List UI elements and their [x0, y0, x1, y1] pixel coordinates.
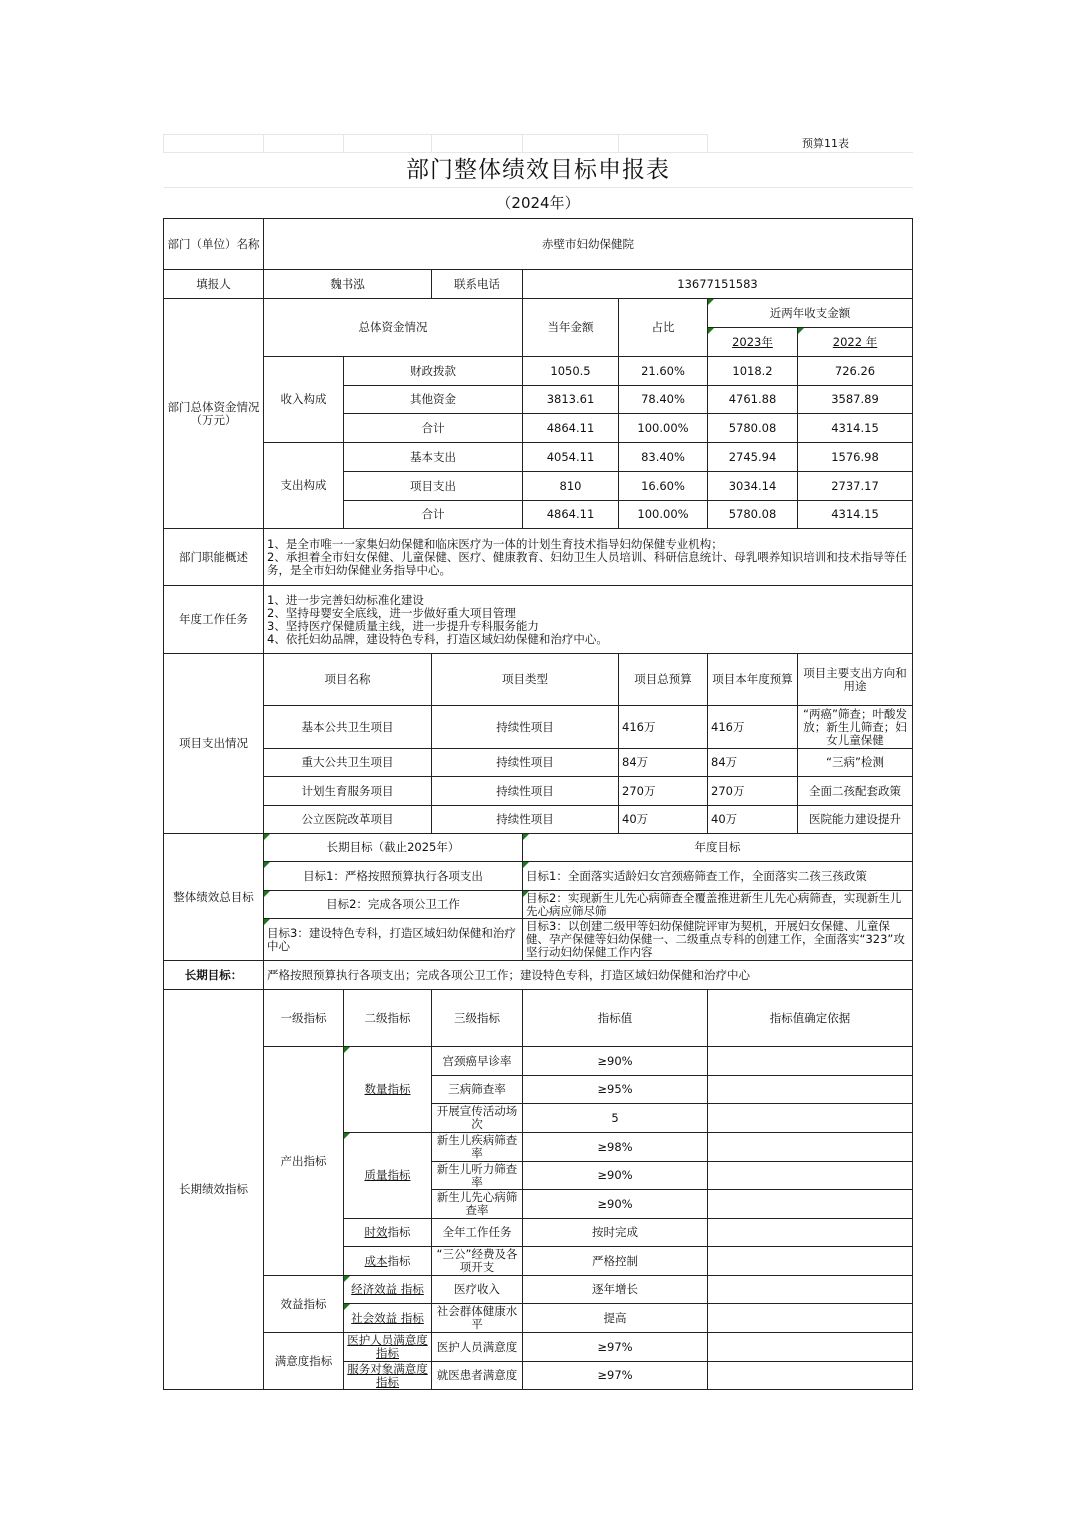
col-project-type: 项目类型 [432, 654, 619, 706]
benefit-indicator-label: 效益指标 [264, 1276, 344, 1333]
report-table [163, 134, 913, 1390]
page-title: 部门整体绩效目标申报表 [164, 153, 913, 188]
tasks-text: 1、进一步完善妇幼标准化建设 2、坚持母婴安全底线，进一步做好重大项目管理 3、坚持医疗保健质量主线，进一步提升专科服务能力 4、依托妇幼品牌，建设特色专科，打造区域妇幼保健和治疗中心。 [264, 586, 913, 654]
indicator-row: 开展宣传活动场次 5 [164, 1104, 913, 1133]
col-project-name: 项目名称 [264, 654, 432, 706]
col-year-2023: 2023年 [708, 328, 798, 357]
staff-satisfaction-indicator: 医护人员满意度 指标 [344, 1333, 432, 1362]
col-project-use: 项目主要支出方向和用途 [798, 654, 913, 706]
long-goal-2: 目标2：完成各项公卫工作 [264, 891, 523, 919]
projects-label: 项目支出情况 [164, 654, 264, 834]
annual-goal-2: 目标2：实现新生儿先心病筛查全覆盖推进新生儿先心病筛查，实现新生儿先心病应筛尽筛 [523, 891, 913, 919]
annual-goal-header: 年度目标 [523, 834, 913, 862]
report-year: （2024年） [164, 188, 913, 219]
fund-row: 收入构成 财政拨款 1050.5 21.60% 1018.2 726.26 [164, 357, 913, 386]
timeliness-indicator: 时效指标 [344, 1219, 432, 1247]
service-satisfaction-indicator: 服务对象满意度 指标 [344, 1362, 432, 1390]
col-level3: 三级指标 [432, 990, 523, 1047]
col-level1: 一级指标 [264, 990, 344, 1047]
output-indicator-label: 产出指标 [264, 1047, 344, 1276]
indicator-row: 服务对象满意度 指标 就医患者满意度 ≥97% [164, 1362, 913, 1390]
indicator-row: 满意度指标 医护人员满意度 指标 医护人员满意度 ≥97% [164, 1333, 913, 1362]
funds-section-label: 部门总体资金情况（万元） [164, 299, 264, 529]
indicator-row: 社会效益 指标 社会群体健康水平 提高 [164, 1304, 913, 1333]
indicators-label: 长期绩效指标 [164, 990, 264, 1390]
col-recent-two-years: 近两年收支金额 [708, 299, 913, 328]
fund-row: 合计 4864.11 100.00% 5780.08 4314.15 [164, 501, 913, 529]
col-current-amount: 当年金额 [523, 299, 619, 357]
phone-value: 13677151583 [523, 270, 913, 299]
col-indicator-value: 指标值 [523, 990, 708, 1047]
dept-name-label: 部门（单位）名称 [164, 219, 264, 270]
indicator-row: 产出指标 数量指标 宫颈癌早诊率 ≥90% [164, 1047, 913, 1076]
expense-label: 支出构成 [264, 443, 344, 529]
project-row: 基本公共卫生项目 持续性项目 416万 416万 “两癌”筛查；叶酸发放；新生儿筛查；妇女儿童保健 [164, 706, 913, 749]
long-goal-3: 目标3：建设特色专科，打造区域妇幼保健和治疗中心 [264, 919, 523, 961]
filler-value: 魏书泓 [264, 270, 432, 299]
annual-goal-3: 目标3：以创建二级甲等妇幼保健院评审为契机，开展妇女保健、儿童保健、孕产保健等妇幼保健一、二级重点专科的创建工作，全面落实“323”攻坚行动妇幼保健工作内容 [523, 919, 913, 961]
indicator-row: 效益指标 经济效益 指标 医疗收入 逐年增长 [164, 1276, 913, 1304]
goals-label: 整体绩效总目标 [164, 834, 264, 961]
economic-benefit-indicator: 经济效益 指标 [344, 1276, 432, 1304]
tasks-label: 年度工作任务 [164, 586, 264, 654]
project-row: 重大公共卫生项目 持续性项目 84万 84万 “三病”检测 [164, 749, 913, 777]
annual-goal-1: 目标1：全面落实适龄妇女宫颈癌筛查工作，全面落实二孩三孩政策 [523, 862, 913, 891]
phone-label: 联系电话 [432, 270, 523, 299]
income-label: 收入构成 [264, 357, 344, 443]
duties-text: 1、是全市唯一一家集妇幼保健和临床医疗为一体的计划生育技术指导妇幼保健专业机构； 2、承担着全市妇女保健、儿童保健、医疗、健康教育、妇幼卫生人员培训、科研信息统计、母乳喂养知识培训和技术指导等任务，是全市妇幼保健业务指导中心。 [264, 529, 913, 586]
col-ratio: 占比 [619, 299, 708, 357]
col-project-total: 项目总预算 [619, 654, 708, 706]
fund-row: 项目支出 810 16.60% 3034.14 2737.17 [164, 472, 913, 501]
filler-label: 填报人 [164, 270, 264, 299]
form-number: 预算11表 [802, 136, 849, 150]
satisfaction-indicator-label: 满意度指标 [264, 1333, 344, 1390]
indicator-row: 质量指标 新生儿疾病筛查率 ≥98% [164, 1133, 913, 1162]
fund-row: 其他资金 3813.61 78.40% 4761.88 3587.89 [164, 386, 913, 414]
overall-funds-header: 总体资金情况 [264, 299, 523, 357]
col-project-year: 项目本年度预算 [708, 654, 798, 706]
dept-name-value: 赤壁市妇幼保健院 [264, 219, 913, 270]
cost-indicator: 成本指标 [344, 1247, 432, 1276]
fund-row: 支出构成 基本支出 4054.11 83.40% 2745.94 1576.98 [164, 443, 913, 472]
long-term-text: 严格按照预算执行各项支出；完成各项公卫工作；建设特色专科，打造区域妇幼保健和治疗中心 [264, 961, 913, 990]
performance-target-sheet [163, 134, 912, 1390]
indicator-row: 新生儿先心病筛查率 ≥90% [164, 1190, 913, 1219]
indicator-row: 新生儿听力筛查率 ≥90% [164, 1162, 913, 1190]
project-row: 公立医院改革项目 持续性项目 40万 40万 医院能力建设提升 [164, 806, 913, 834]
project-row: 计划生育服务项目 持续性项目 270万 270万 全面二孩配套政策 [164, 777, 913, 806]
long-goal-1: 目标1：严格按照预算执行各项支出 [264, 862, 523, 891]
indicator-row: 三病筛查率 ≥95% [164, 1076, 913, 1104]
long-goal-header: 长期目标（截止2025年） [264, 834, 523, 862]
quality-indicator: 质量指标 [344, 1133, 432, 1219]
duties-label: 部门职能概述 [164, 529, 264, 586]
fund-row: 合计 4864.11 100.00% 5780.08 4314.15 [164, 414, 913, 443]
long-term-label: 长期目标： [164, 961, 264, 990]
quantity-indicator: 数量指标 [344, 1047, 432, 1133]
col-year-2022: 2022 年 [798, 328, 913, 357]
social-benefit-indicator: 社会效益 指标 [344, 1304, 432, 1333]
indicator-row: 成本指标 “三公”经费及各项开支 严格控制 [164, 1247, 913, 1276]
col-indicator-basis: 指标值确定依据 [708, 990, 913, 1047]
col-level2: 二级指标 [344, 990, 432, 1047]
indicator-row: 时效指标 全年工作任务 按时完成 [164, 1219, 913, 1247]
